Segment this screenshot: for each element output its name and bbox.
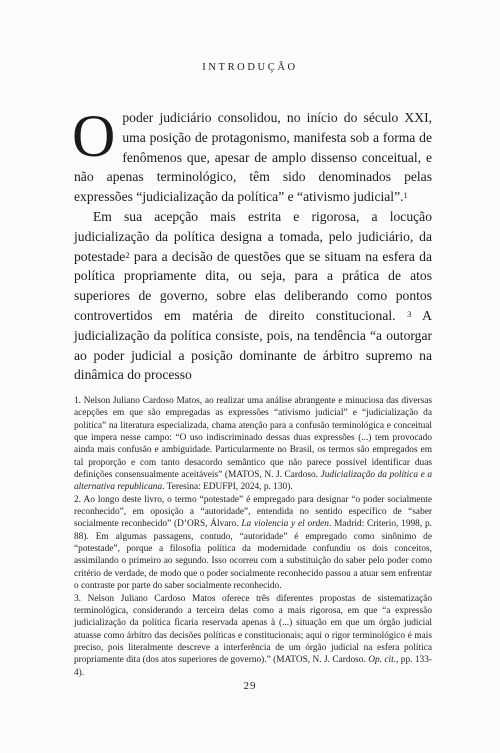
footnote-1 [74,395,432,494]
paragraph-1-text: poder judiciário consolidou, no início do século XXI, uma posição de protagonismo, manifesta sob a forma de fenômenos que, apesar de amplo dissenso conceitual, e não apenas terminológico, têm sido denominados pelas expressões “judicialização da política” e “ativismo judicial”. [74,110,432,205]
paragraph-2-text-a: Em sua acepção mais estrita e rigorosa, a locução judicialização da política designa a tomada, pelo judiciário, da potestade [74,208,432,264]
running-head: INTRODUÇÃO [202,62,298,73]
paragraph-1 [72,103,432,207]
page-number: 29 [243,680,257,692]
footnote-2 [74,494,432,593]
footnote-3-text-b: , pp. 133-4). [74,655,432,678]
paragraph-2 [74,207,432,385]
footnote-2-title: La violencia y el orden [241,519,329,530]
footnote-1-text-a: 1. Nelson Juliano Cardoso Matos, ao realizar uma análise abrangente e minuciosa das diversas acepções em que são empregadas as expressões “ativismo judicial” e “judicialização da política” na literatura especializada, chama atenção para a confusão terminológica e conceitual que impera nesse campo: “O uso indiscriminado dessas duas expressões (...) tem provocado ainda mais confusão e ambiguidade. Particularmente no Brasil, os termos são empregados em tal proporção e com tanto desacordo semântico que não parece possível identificar duas definições consensualmente aceitáveis” (MATOS, N. J. Cardoso. [74,396,432,481]
footnote-2-text-b: . Madrid: Criterio, 1998, p. 88). Em algumas passagens, contudo, “autoridade” é empregado como sinônimo de “potestade”, porque a filosofia política da modernidade confundiu os dois conceitos, assimilando o primeiro ao segundo. Isso ocorreu com a substituição do saber pelo poder como critério de verdade, de modo que o poder socialmente reconhecido passou a atuar sem enfrentar o contraste por parte do saber socialmente reconhecido. [74,519,432,592]
paragraph-2-text-c: A judicialização da política consiste, pois, na tendência “a outorgar ao poder judicial a posição dominante de árbitro supremo na dinâmica do processo [74,307,432,383]
footnote-3 [74,593,432,679]
main-text [72,103,432,385]
drop-cap: O [72,103,116,169]
footnotes [74,395,432,679]
paragraph-2-text-b: para a decisão de questões que se situam na esfera da política propriamente dita, ou seja, para a prática de atos superiores de governo, sobre elas deliberando como pontos controvertidos em matéria de direito constitucional. [74,248,432,323]
footnote-1-text-b: . Teresina: EDUFPI, 2024, p. 130). [162,482,293,493]
footnote-3-text-a: 3. Nelson Juliano Cardoso Matos oferece três diferentes propostas de sistematização terminológica, considerando a terceira delas como a mais rigorosa, em que “a expressão judicialização da política ficaria reservada apenas à (...) situação em que um órgão judicial atuasse como árbitro das decisões políticas e constitucionais; aqui o rigor terminológico é mais preciso, pois literalmente descreve a interferência de um órgão judicial na esfera política propriamente dita (dos atos superiores de governo).” (MATOS, N. J. Cardoso. [74,593,432,666]
footnote-1-title: Judicialização da política e a alternativa republicana [74,470,432,493]
footnote-3-title: Op. cit. [368,655,397,666]
footnote-ref-3[interactable]: 3 [407,308,412,319]
footnote-ref-2[interactable]: 2 [125,249,130,260]
footnote-2-text-a: 2. Ao longo deste livro, o termo “potestade” é empregado para designar “o poder socialmente reconhecido”, em oposição a “autoridade”, entendida no sentido específico de “saber socialmente reconhecido” (D’ORS, Álvaro. [74,494,432,530]
footnote-ref-1[interactable]: 1 [403,190,408,201]
